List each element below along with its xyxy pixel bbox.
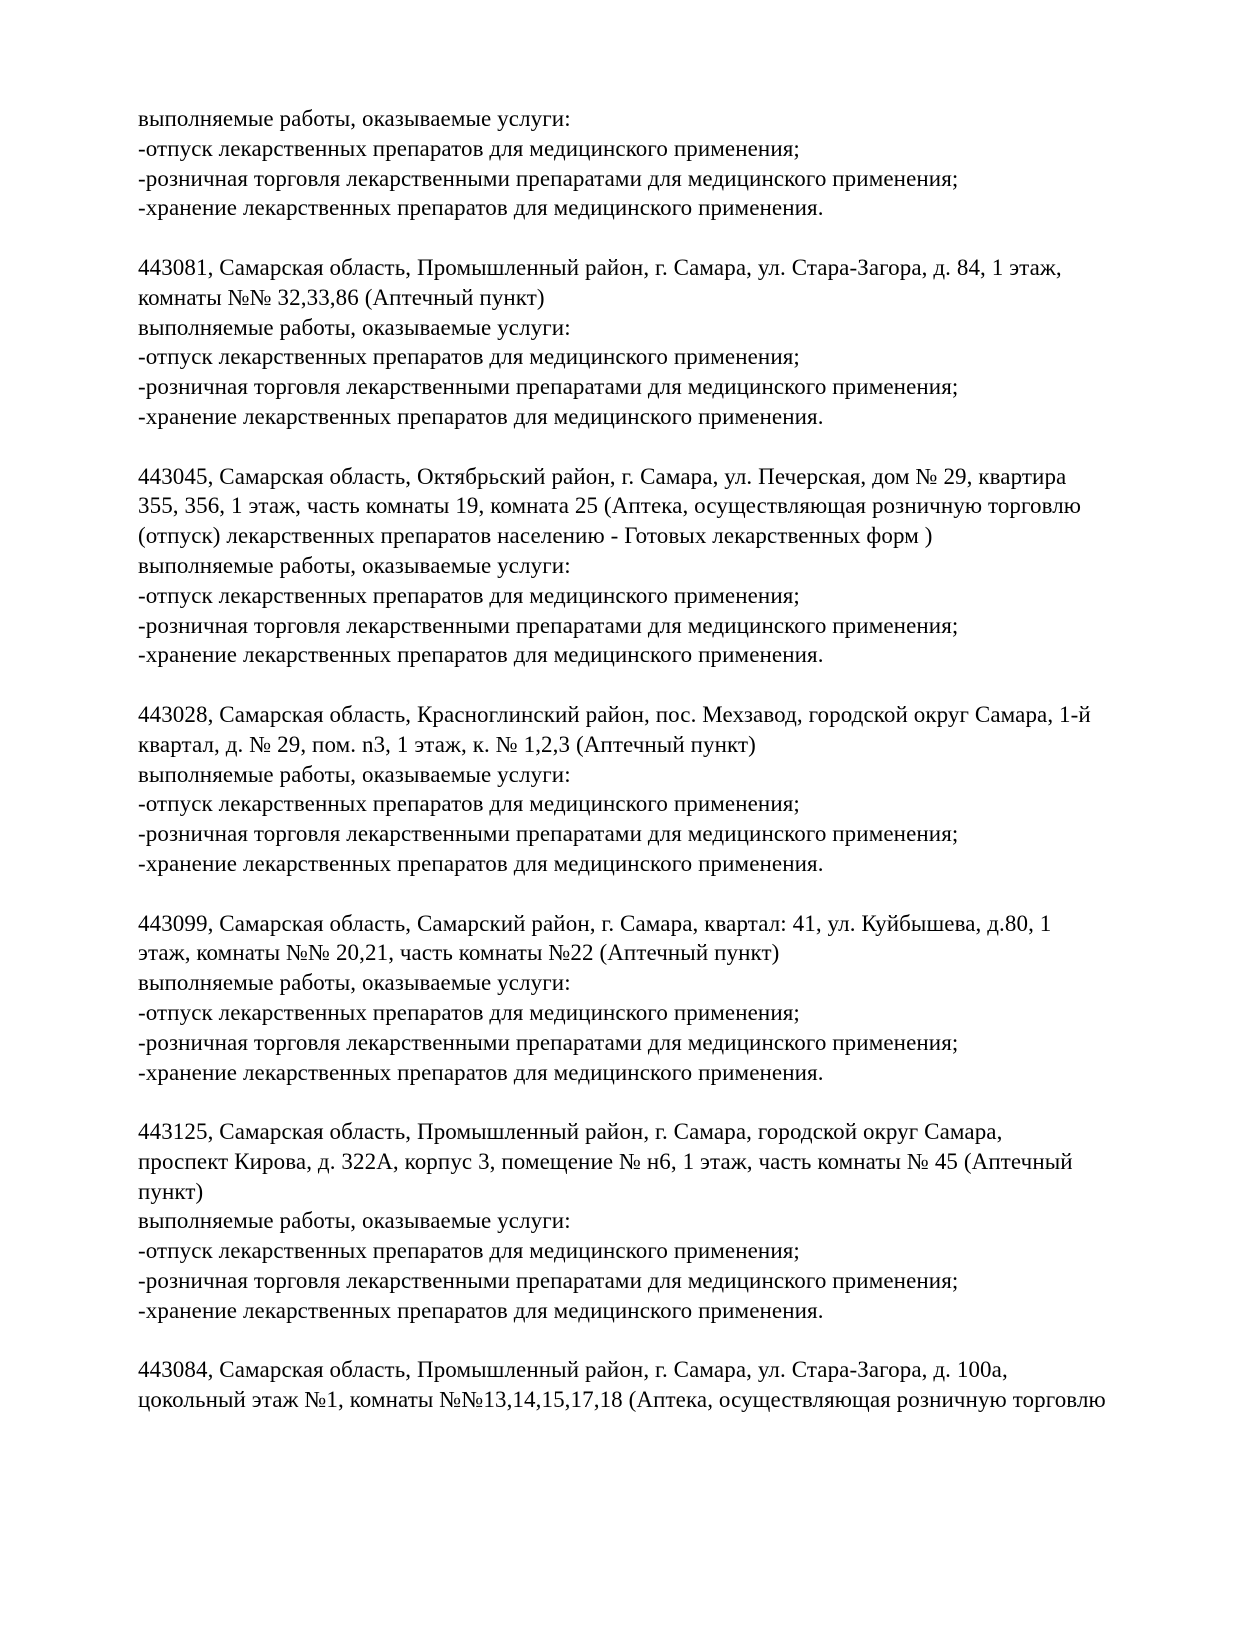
entry-443084 — [138, 1355, 1240, 1415]
services-intro-line: выполняемые работы, оказываемые услуги: — [138, 106, 571, 131]
address-line: (отпуск) лекарственных препаратов населению - Готовых лекарственных форм ) — [138, 523, 933, 549]
address-line: пункт) — [138, 1178, 204, 1204]
entry-443081 — [138, 253, 1240, 432]
service-line-retail: -розничная торговля лекарственными препаратами для медицинского применения; — [138, 821, 959, 847]
service-line-storage: -хранение лекарственных препаратов для медицинского применения. — [138, 1297, 824, 1323]
services-intro-line: выполняемые работы, оказываемые услуги: — [138, 761, 571, 787]
services-intro-line: выполняемые работы, оказываемые услуги: — [138, 552, 571, 578]
entry-443028 — [138, 700, 1240, 879]
document-body — [138, 104, 1240, 1415]
service-line-dispensing: -отпуск лекарственных препаратов для медицинского применения; — [138, 135, 800, 161]
address-line: этаж, комнаты №№ 20,21, часть комнаты №22 (Аптечный пункт) — [138, 940, 780, 966]
address-line: 443084, Самарская область, Промышленный район, г. Самара, ул. Стара-Загора, д. 100а, — [138, 1357, 1008, 1383]
address-line: комнаты №№ 32,33,86 (Аптечный пункт) — [138, 284, 545, 310]
service-line-storage: -хранение лекарственных препаратов для медицинского применения. — [138, 1059, 824, 1085]
service-line-storage: -хранение лекарственных препаратов для медицинского применения. — [138, 850, 824, 876]
entry-443045 — [138, 462, 1240, 671]
address-line: цокольный этаж №1, комнаты №№13,14,15,17,18 (Аптека, осуществляющая розничную торговлю — [138, 1387, 1106, 1413]
service-line-dispensing: -отпуск лекарственных препаратов для медицинского применения; — [138, 999, 800, 1025]
service-line-retail: -розничная торговля лекарственными препаратами для медицинского применения; — [138, 1268, 959, 1294]
service-line-retail: -розничная торговля лекарственными препаратами для медицинского применения; — [138, 612, 959, 638]
address-line: 355, 356, 1 этаж, часть комнаты 19, комната 25 (Аптека, осуществляющая розничную торговлю — [138, 493, 1082, 519]
service-line-retail: -розничная торговля лекарственными препаратами для медицинского применения; — [138, 165, 959, 191]
service-line-storage: -хранение лекарственных препаратов для медицинского применения. — [138, 195, 824, 221]
address-line: проспект Кирова, д. 322А, корпус 3, помещение № н6, 1 этаж, часть комнаты № 45 (Аптечный — [138, 1148, 1073, 1174]
service-line-retail: -розничная торговля лекарственными препаратами для медицинского применения; — [138, 1029, 959, 1055]
service-line-dispensing: -отпуск лекарственных препаратов для медицинского применения; — [138, 344, 800, 370]
service-line-storage: -хранение лекарственных препаратов для медицинского применения. — [138, 403, 824, 429]
services-continuation-block — [138, 104, 1240, 223]
entry-443099 — [138, 909, 1240, 1088]
address-line: 443045, Самарская область, Октябрьский район, г. Самара, ул. Печерская, дом № 29, квартира — [138, 463, 1067, 489]
services-intro-line: выполняемые работы, оказываемые услуги: — [138, 314, 571, 340]
service-line-storage: -хранение лекарственных препаратов для медицинского применения. — [138, 642, 824, 668]
service-line-dispensing: -отпуск лекарственных препаратов для медицинского применения; — [138, 791, 800, 817]
services-intro-line: выполняемые работы, оказываемые услуги: — [138, 1208, 571, 1234]
address-line: квартал, д. № 29, пом. n3, 1 этаж, к. № 1,2,3 (Аптечный пункт) — [138, 731, 756, 757]
address-line: 443081, Самарская область, Промышленный район, г. Самара, ул. Стара-Загора, д. 84, 1 этаж, — [138, 254, 1062, 280]
address-line: 443028, Самарская область, Красноглинский район, пос. Мехзавод, городской округ Самара, 1-й — [138, 701, 1091, 727]
address-line: 443099, Самарская область, Самарский район, г. Самара, квартал: 41, ул. Куйбышева, д.80, 1 — [138, 910, 1052, 936]
entry-443125 — [138, 1117, 1240, 1326]
service-line-dispensing: -отпуск лекарственных препаратов для медицинского применения; — [138, 1238, 800, 1264]
address-line: 443125, Самарская область, Промышленный район, г. Самара, городской округ Самара, — [138, 1119, 1003, 1145]
service-line-retail: -розничная торговля лекарственными препаратами для медицинского применения; — [138, 374, 959, 400]
services-intro-line: выполняемые работы, оказываемые услуги: — [138, 970, 571, 996]
service-line-dispensing: -отпуск лекарственных препаратов для медицинского применения; — [138, 582, 800, 608]
